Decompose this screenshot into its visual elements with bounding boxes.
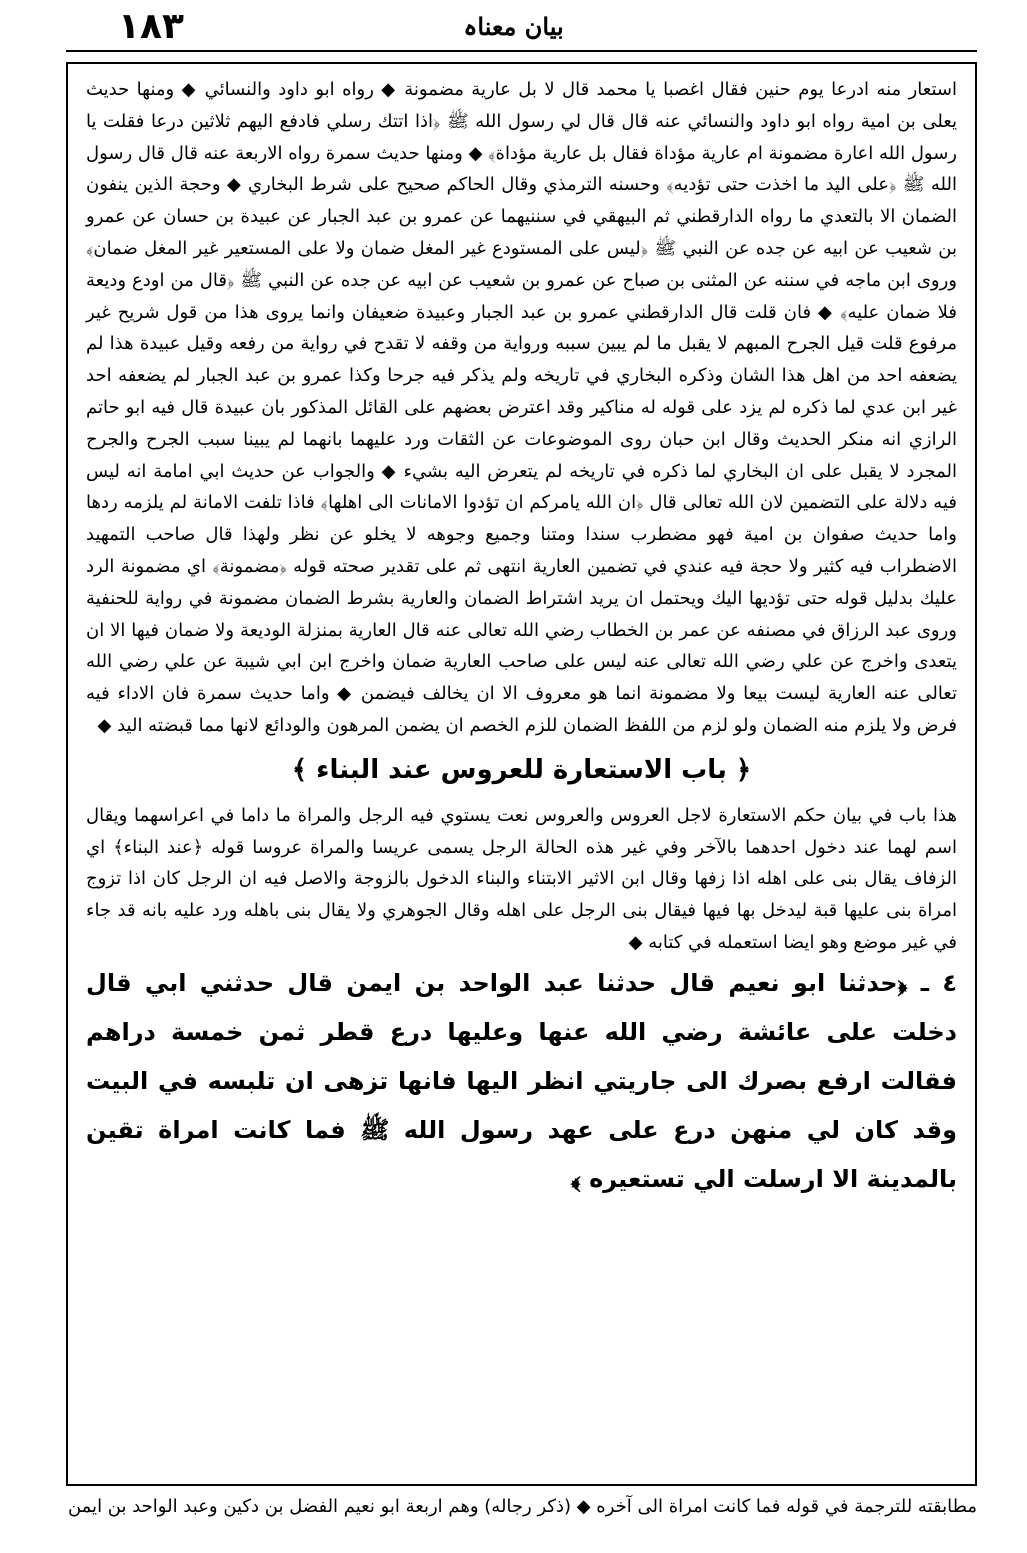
commentary-paragraph: استعار منه ادرعا يوم حنين فقال اغصبا يا محمد قال لا بل عارية مضمونة ◆ رواه ابو داود والنسائي ◆ ومنها حديث يعلى بن امية رواه ابو داود والنسائي عنه قال قال لي رسول الله ﷺ ﴿اذا اتتك رسلي فادفع اليهم ثلاثين درعا فقلت يا رسول الله اعارة مضمونة ام عارية مؤداة فقال بل عارية مؤداة﴾ ◆ ومنها حديث سمرة رواه الاربعة عنه قال قال رسول الله ﷺ ﴿على اليد ما اخذت حتى تؤديه﴾ وحسنه الترمذي وقال الحاكم صحيح على شرط البخاري ◆ وحجة الذين ينفون الضمان الا بالتعدي ما رواه الدارقطني ثم البيهقي في سننيهما عن عمرو بن عبد الجبار عن عبيدة بن حسان عن عمرو بن شعيب عن ابيه عن جده عن النبي ﷺ ﴿ليس على المستودع غير المغل ضمان ولا على المستعير غير المغل ضمان﴾ وروى ابن ماجه في سننه عن المثنى بن صباح عن عمرو بن شعيب عن ابيه عن جده عن النبي ﷺ ﴿قال من اودع وديعة فلا ضمان عليه﴾ ◆ فان قلت قال الدارقطني عمرو بن عبد الجبار وعبيدة ضعيفان وانما يروى هذا من قول شريح غير مرفوع قلت قيل الجرح المبهم لا يقبل ما لم يبين سببه ورواية من وقفه لا تقدح في رواية من رفعه وقيل عبيدة هذا لم يضعفه احد من اهل هذا الشان وذكره البخاري في تاريخه ولم يذكر فيه جرحا وكذا عمرو بن عبد الجبار لم يضعفه احد غير ابن عدي لما ذكره لم يزد على قوله له مناكير وقد اعترض بعضهم على القائل المذكور بان عبيدة قال فيه ابو حاتم الرازي انه منكر الحديث وقال ابن حبان روى الموضوعات عن الثقات ورد عليهما بانهما لم يبينا سبب الجرح والجرح المجرد لا يقبل على ان البخاري لما ذكره في تاريخه لم يتعرض اليه بشيء ◆ والجواب عن حديث ابي امامة انه ليس فيه دلالة على التضمين لان الله تعالى قال ﴿ان الله يامركم ان تؤدوا الامانات الى اهلها﴾ فاذا تلفت الامانة لم يلزمه ردها واما حديث صفوان بن امية فهو مضطرب سندا ومتنا وجميع وجوهه لا يخلو عن نظر ولهذا قال صاحب التمهيد الاضطراب فيه كثير ولا حجة فيه عندي في تضمين العارية انتهى ثم على تقدير صحته قوله ﴿مضمونة﴾ اي مضمونة الرد عليك بدليل قوله حتى تؤديها اليك ويحتمل ان يريد اشتراط الضمان والعارية بشرط الضمان مضمونة في رواية للحنفية وروى عبد الرزاق في مصنفه عن عمر بن الخطاب رضي الله تعالى عنه قال العارية بمنزلة الوديعة ولا ضمان فيها الا ان يتعدى واخرج عن علي رضي الله تعالى عنه ليس على صاحب العارية ضمان واخرج ابن ابي شيبة عن علي رضي الله تعالى عنه العارية ليست بيعا ولا مضمونة انما هو معروف الا ان يخالف فيضمن ◆ واما حديث سمرة فان الاداء فيه فرض ولا يلزم منه الضمان ولو لزم من اللفظ الضمان للزم الخصم ان يضمن المرهون والودائع لانها مما قبضته اليد ◆: [86, 79, 957, 736]
content-body: [68, 64, 975, 1212]
section-paragraph: هذا باب في بيان حكم الاستعارة لاجل العروس والعروس نعت يستوي فيه الرجل والمراة ما داما في اعراسهما ويقال اسم لهما عند دخول احدهما بالآخر وفي غير هذه الحالة الرجل يسمى عريسا والمراة عروسا قوله ﴿عند البناء﴾ اي الزفاف يقال بنى على اهله اذا زفها وقال ابن الاثير الابتناء والبناء الدخول بالزوجة والاصل فيه ان الرجل كان اذا تزوج امراة بنى عليها قبة ليدخل بها فيها فيقال بنى الرجل على اهله وقال الجوهري ولا يقال بنى باهله ورد عليه بانه قد جاء في غير موضع وهو ايضا استعمله في كتابه ◆: [86, 804, 957, 953]
running-header: بیان معناہ: [463, 12, 564, 41]
content-frame: [66, 62, 977, 1486]
footer-line: مطابقته للترجمة في قوله فما كانت امراة الى آخره ◆ (ذكر رجاله) وهم اربعة ابو نعيم الفضل بن دكين وعبد الواحد بن ايمن: [67, 1496, 977, 1517]
page-number: ۱۸۳: [118, 6, 184, 47]
hadith-text: ٤ ـ ﴿حدثنا ابو نعيم قال حدثنا عبد الواحد بن ايمن قال حدثني ابي قال دخلت على عائشة رضي الله عنها وعليها درع قطر ثمن خمسة دراهم فقالت ارفع بصرك الى جاريتي انظر اليها فانها تزهى ان تلبسه في البيت وقد كان لي منهن درع على عهد رسول الله ﷺ فما كانت امراة تقين بالمدينة الا ارسلت الي تستعيره ﴾: [86, 968, 957, 1193]
header-rule: [66, 50, 977, 52]
section-heading: ﴿ باب الاستعارة للعروس عند البناء ﴾: [291, 754, 752, 785]
